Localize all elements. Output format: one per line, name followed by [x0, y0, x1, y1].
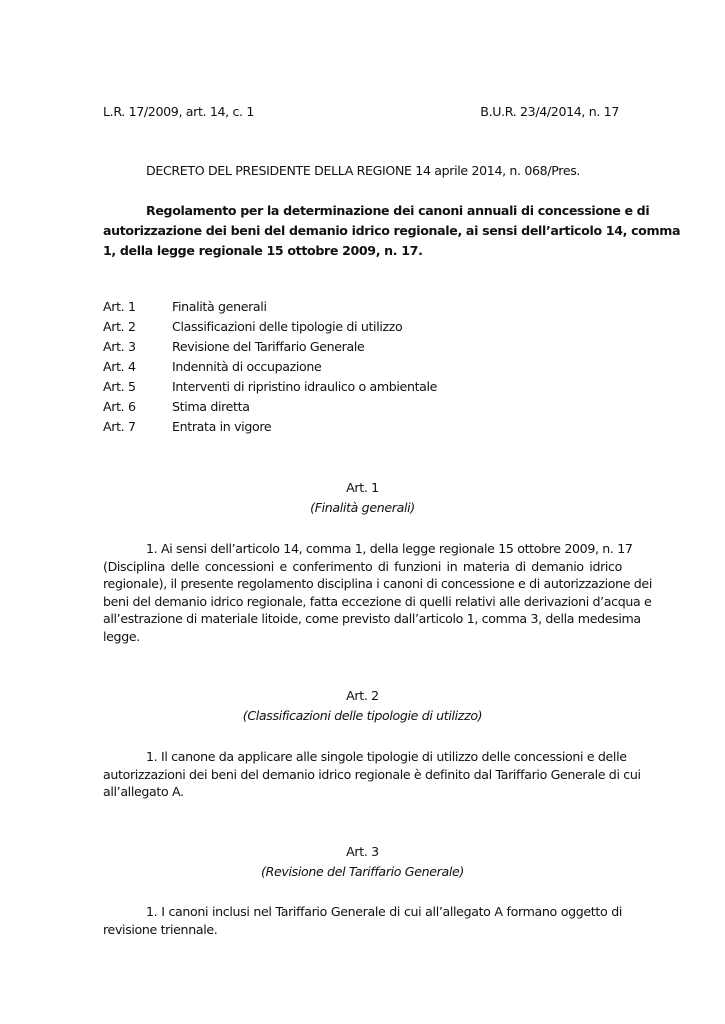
regulation-title-line: autorizzazione dei beni del demanio idrico regionale, ai sensi dell’articolo 14, comma [103, 223, 681, 238]
article-line: (Disciplina delle concessioni e conferimento di funzioni in materia di demanio idrico [103, 558, 622, 574]
article-subtitle: (Finalità generali) [310, 500, 415, 515]
toc-article-number: Art. 7 [103, 419, 136, 434]
article-body [103, 540, 652, 645]
article-line: all’estrazione di materiale litoide, come previsto dall’articolo 1, comma 3, della medesima [103, 611, 641, 626]
toc-row [103, 419, 603, 439]
article-heading [103, 686, 622, 726]
article-heading [103, 842, 622, 882]
bulletin-reference: B.U.R. 23/4/2014, n. 17 [480, 104, 619, 119]
toc-row [103, 399, 603, 419]
article-line: beni del demanio idrico regionale, fatta eccezione di quelli relativi alle derivazioni d’acqua e [103, 593, 652, 609]
article-subtitle: (Classificazioni delle tipologie di utilizzo) [242, 708, 483, 723]
toc-article-title: Revisione del Tariffario Generale [172, 339, 365, 354]
toc-article-number: Art. 1 [103, 299, 136, 314]
toc-article-title: Indennità di occupazione [172, 359, 322, 374]
toc-article-title: Entrata in vigore [172, 419, 272, 434]
toc-article-number: Art. 3 [103, 339, 136, 354]
regulation-title [103, 201, 681, 261]
decree-title: DECRETO DEL PRESIDENTE DELLA REGIONE 14 aprile 2014, n. 068/Pres. [146, 163, 581, 178]
toc-article-title: Stima diretta [172, 399, 250, 414]
article-line: 1. Il canone da applicare alle singole tipologie di utilizzo delle concessioni e delle [146, 749, 627, 764]
toc-row [103, 379, 603, 399]
regulation-title-line: Regolamento per la determinazione dei canoni annuali di concessione e di [146, 203, 650, 218]
toc-article-number: Art. 2 [103, 319, 136, 334]
article-number: Art. 3 [346, 844, 379, 859]
article-line: 1. Ai sensi dell’articolo 14, comma 1, della legge regionale 15 ottobre 2009, n. 17 [146, 541, 633, 556]
toc-article-title: Finalità generali [172, 299, 267, 314]
article-subtitle: (Revisione del Tariffario Generale) [261, 864, 464, 879]
toc-article-number: Art. 5 [103, 379, 136, 394]
toc-article-title: Interventi di ripristino idraulico o ambientale [172, 379, 438, 394]
toc-article-title: Classificazioni delle tipologie di utilizzo [172, 319, 403, 334]
article-body [103, 748, 641, 801]
toc-row [103, 299, 603, 319]
table-of-contents [103, 299, 603, 439]
article-line: revisione triennale. [103, 921, 218, 937]
article-body [103, 903, 622, 938]
article-line: autorizzazioni dei beni del demanio idrico regionale è definito dal Tariffario Generale di cui [103, 766, 641, 782]
toc-article-number: Art. 6 [103, 399, 136, 414]
article-line: 1. I canoni inclusi nel Tariffario Generale di cui all’allegato A formano oggetto di [146, 904, 622, 919]
toc-article-number: Art. 4 [103, 359, 136, 374]
article-number: Art. 1 [346, 480, 379, 495]
law-reference: L.R. 17/2009, art. 14, c. 1 [103, 104, 255, 119]
toc-row [103, 339, 603, 359]
toc-row [103, 319, 603, 339]
article-heading [103, 478, 622, 518]
toc-row [103, 359, 603, 379]
article-line: legge. [103, 628, 140, 644]
article-number: Art. 2 [346, 688, 379, 703]
regulation-title-line: 1, della legge regionale 15 ottobre 2009, n. 17. [103, 243, 423, 258]
article-line: all’allegato A. [103, 784, 184, 799]
article-line: regionale), il presente regolamento disciplina i canoni di concessione e di autorizzazione dei [103, 576, 652, 591]
